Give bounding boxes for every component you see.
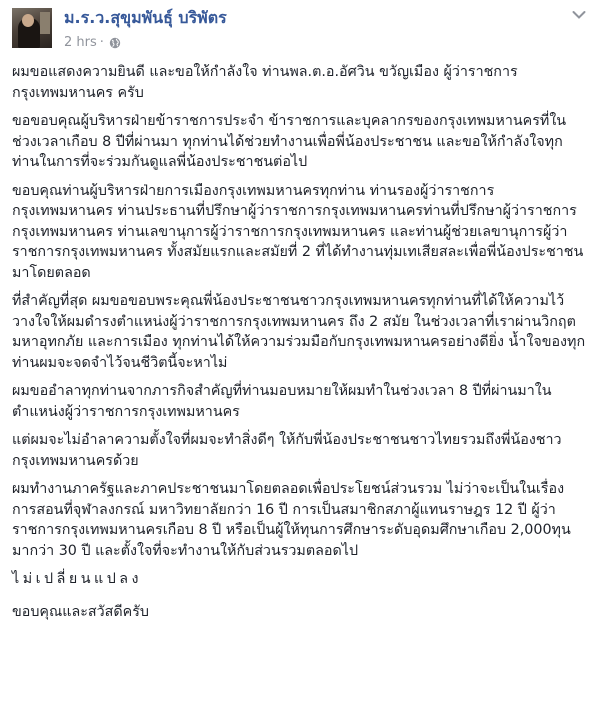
post-paragraph: ผมขออำลาทุกท่านจากภารกิจสำคัญที่ท่านมอบหมายให้ผมทำในช่วงเวลา 8 ปีที่ผ่านมาในตำแหน่งผู้ว่าราชการกรุงเทพมหานคร (12, 383, 552, 420)
post-closing: ขอบคุณและสวัสดีครับ (12, 603, 150, 620)
avatar[interactable] (12, 8, 52, 48)
author-name[interactable]: ม.ร.ว.สุขุมพันธุ์ บริพัตร (64, 8, 227, 27)
avatar-background (40, 12, 50, 34)
post-paragraph: แต่ผมจะไม่อำลาความตั้งใจที่ผมจะทำสิ่งดีๆ ให้กับพี่น้องประชาชนชาวไทยรวมถึงพี่น้องชาวกรุงเทพมหานครด้วย (12, 432, 562, 469)
post-timestamp[interactable]: 2 hrs (64, 35, 97, 50)
post-body (12, 62, 588, 630)
avatar-face (22, 14, 34, 27)
globe-icon[interactable] (109, 37, 121, 49)
post-paragraph: ผมขอแสดงความยินดี และขอให้กำลังใจ ท่านพล.ต.อ.อัศวิน ขวัญเมือง ผู้ว่าราชการกรุงเทพมหานคร ครับ (12, 64, 518, 101)
post-paragraph: ผมทำงานภาครัฐและภาคประชาชนมาโดยตลอดเพื่อประโยชน์ส่วนรวม ไม่ว่าจะเป็นในเรื่องการสอนที่จุฬาลงกรณ์ มหาวิทยาลัยกว่า 16 ปี การเป็นสมาชิกสภาผู้แทนราษฎร 12 ปี ผู้ว่าราชการกรุงเทพมหานครเกือบ 8 ปี หรือเป็นผู้ให้ทุนการศึกษาระดับอุดมศึกษาเกือบ 2,000ทุนมากว่า 30 ปี และตั้งใจที่จะทำงานให้กับส่วนรวมตลอดไป (12, 481, 571, 559)
post-meta (64, 35, 121, 51)
post-paragraph: ขอบคุณท่านผู้บริหารฝ่ายการเมืองกรุงเทพมหานครทุกท่าน ท่านรองผู้ว่าราชการกรุงเทพมหานคร ท่านประธานที่ปรึกษาผู้ว่าราชการกรุงเทพมหานครท่านที่ปรึกษาผู้ว่าราชการกรุงเทพมหานคร ท่านเลขานุการผู้ว่าราชการกรุงเทพมหานคร และท่านผู้ช่วยเลขานุการผู้ว่าราชการกรุงเทพมหานคร ทั้งสมัยแรกและสมัยที่ 2 ที่ได้ทำงานทุ่มเทเสียสละเพื่อพี่น้องประชาชนมาโดยตลอด (12, 182, 584, 281)
chevron-down-icon[interactable] (572, 10, 586, 20)
post-paragraph: ขอขอบคุณผู้บริหารฝ่ายข้าราชการประจำ ข้าราชการและบุคลากรของกรุงเทพมหานครที่ในช่วงเวลาเกือบ 8 ปีที่ผ่านมา ทุกท่านได้ช่วยทำงานเพื่อพี่น้องประชาชน และขอให้กำลังใจทุกท่านในการที่จะร่วมกันดูแลพี่น้องประชาชนต่อไป (12, 113, 567, 170)
post-paragraph-emphasis: ไม่เปลี่ยนแปลง (12, 571, 143, 587)
post-header (0, 0, 600, 62)
post-paragraph: ที่สำคัญที่สุด ผมขอขอบพระคุณพี่น้องประชาชนชาวกรุงเทพมหานครทุกท่านที่ได้ให้ความไว้วางใจให้ผมดำรงตำแหน่งผู้ว่าราชการกรุงเทพมหานคร ถึง 2 สมัย ในช่วงเวลาที่เราผ่านวิกฤตมหาอุทกภัย และการเมือง ทุกท่านได้ให้ความร่วมมือกับกรุงเทพมหานครอย่างดียิ่ง น้ำใจของทุกท่านผมจะจดจำไว้จนชีวิตนี้จะหาไม่ (12, 293, 586, 371)
meta-separator: · (99, 35, 104, 50)
